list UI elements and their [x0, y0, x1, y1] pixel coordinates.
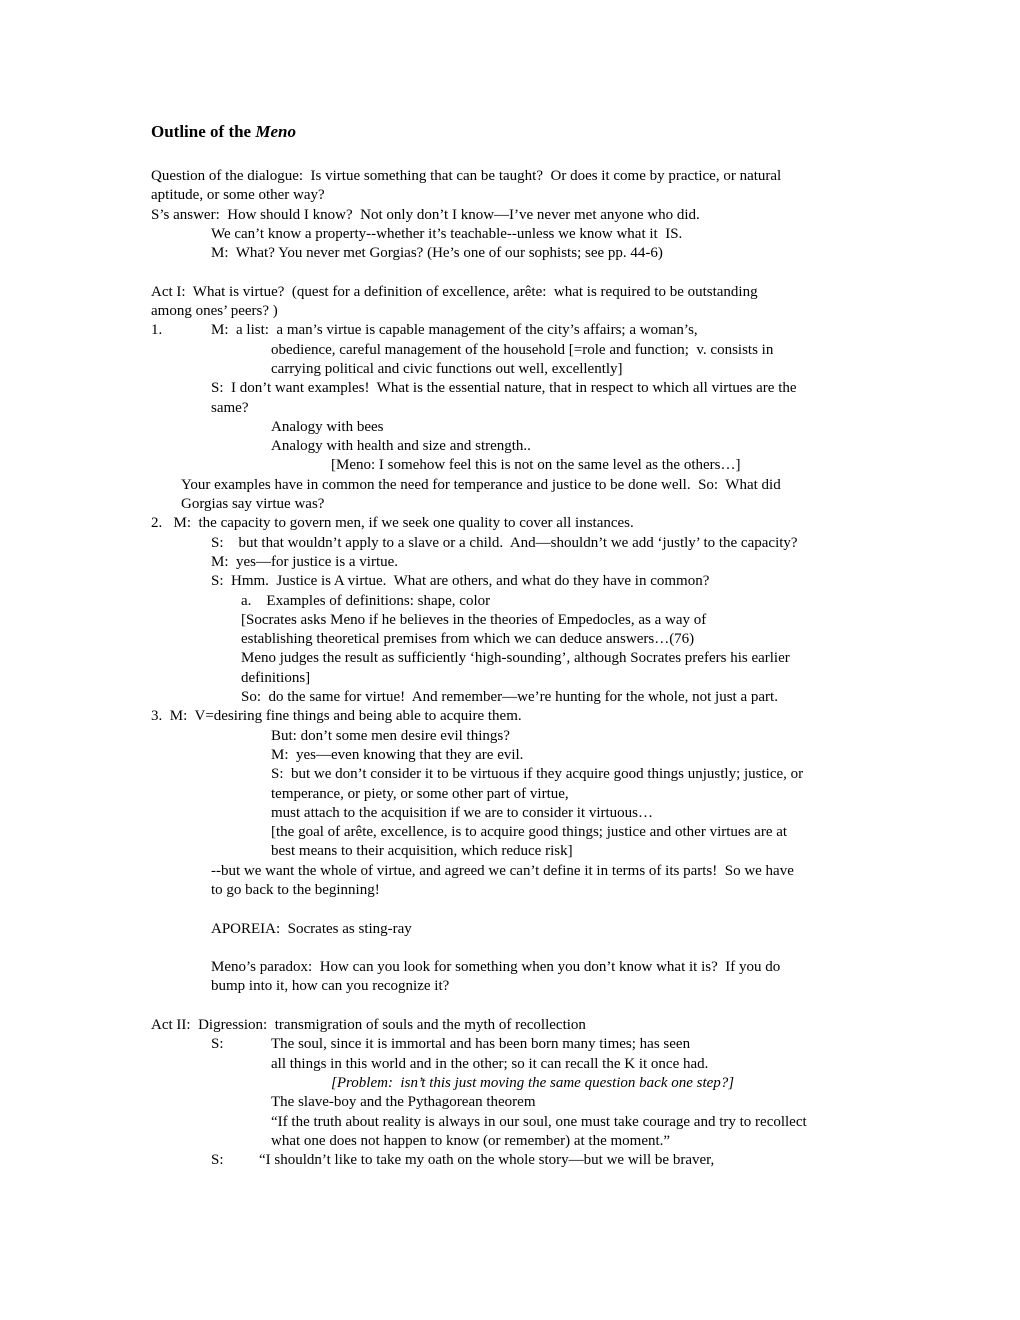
text-segment: M: yes—even knowing that they are evil. — [271, 746, 524, 763]
text-segment: Question of the dialogue: Is virtue something that can be taught? Or does it come by practice, or natural — [151, 168, 782, 184]
text-line — [151, 707, 911, 726]
text-line — [151, 302, 911, 321]
text-segment: We can’t know a property--whether it’s teachable--unless we know what it IS. — [211, 225, 683, 242]
blank-line — [151, 939, 911, 958]
text-line — [151, 920, 911, 939]
text-segment: definitions] — [241, 669, 311, 686]
text-segment: temperance, or piety, or some other part of virtue, — [271, 785, 569, 802]
text-segment: APOREIA: Socrates as sting-ray — [211, 920, 412, 937]
blank-line — [151, 263, 911, 282]
text-line — [151, 669, 911, 688]
text-segment: all things in this world and in the other; so it can recall the K it once had. — [271, 1055, 709, 1072]
text-line — [151, 456, 911, 475]
document-title-prefix: Outline of the — [151, 122, 256, 141]
text-segment: 1. — [151, 322, 163, 339]
text-line — [151, 437, 911, 456]
text-line — [151, 283, 911, 302]
text-segment: The soul, since it is immortal and has been born many times; has seen — [271, 1036, 691, 1053]
text-segment: Act I: What is virtue? (quest for a definition of excellence, arête: what is required to be outstanding — [151, 283, 758, 300]
text-line — [151, 1074, 911, 1093]
text-segment: S: — [211, 1152, 224, 1169]
text-segment: Analogy with bees — [271, 418, 384, 435]
text-line — [151, 823, 911, 842]
text-segment: 3. M: V=desiring fine things and being able to acquire them. — [151, 708, 522, 725]
text-line — [151, 688, 911, 707]
text-line — [151, 186, 911, 205]
text-segment: best means to their acquisition, which reduce risk] — [271, 843, 573, 860]
text-line — [151, 418, 911, 437]
text-segment: “If the truth about reality is always in our soul, one must take courage and try to recollect — [271, 1113, 807, 1130]
text-line — [151, 727, 911, 746]
text-segment: S’s answer: How should I know? Not only don’t I know—I’ve never met anyone who did. — [151, 206, 700, 223]
text-line — [151, 360, 911, 379]
text-segment: to go back to the beginning! — [211, 881, 380, 898]
text-segment: 2. M: the capacity to govern men, if we seek one quality to cover all instances. — [151, 515, 634, 532]
text-line — [151, 804, 911, 823]
text-line — [151, 476, 911, 495]
text-line — [151, 167, 911, 186]
text-segment: a. Examples of definitions: shape, color — [241, 592, 491, 609]
text-line — [151, 1055, 911, 1074]
text-line — [151, 765, 911, 784]
text-segment: carrying political and civic functions out well, excellently] — [271, 360, 623, 377]
text-line — [151, 958, 911, 977]
text-segment: S: Hmm. Justice is A virtue. What are others, and what do they have in common? — [211, 573, 710, 590]
text-line — [151, 341, 911, 360]
text-segment: bump into it, how can you recognize it? — [211, 978, 450, 995]
text-segment: Meno judges the result as sufficiently ‘high-sounding’, although Socrates prefers his earlier — [241, 650, 790, 667]
text-segment: The slave-boy and the Pythagorean theorem — [271, 1094, 536, 1111]
text-line — [151, 592, 911, 611]
text-line — [151, 1113, 911, 1132]
text-line — [151, 630, 911, 649]
text-line — [151, 534, 911, 553]
text-segment: M: a list: a man’s virtue is capable management of the city’s affairs; a woman’s, — [211, 322, 698, 339]
text-line — [151, 572, 911, 591]
text-line — [151, 553, 911, 572]
text-line — [151, 1151, 911, 1170]
text-segment: M: yes—for justice is a virtue. — [211, 553, 399, 570]
text-line — [151, 379, 911, 398]
text-segment: among ones’ peers? ) — [151, 303, 278, 320]
text-line — [151, 977, 911, 996]
text-segment: Gorgias say virtue was? — [181, 496, 325, 513]
text-segment: S: but we don’t consider it to be virtuous if they acquire good things unjustly; justice, or — [271, 766, 804, 783]
text-line — [151, 495, 911, 514]
text-segment: Your examples have in common the need for temperance and justice to be done well. So: What did — [181, 476, 781, 493]
text-segment: “I shouldn’t like to take my oath on the whole story—but we will be braver, — [259, 1152, 715, 1169]
text-line — [151, 842, 911, 861]
text-segment: same? — [211, 399, 249, 416]
text-line — [151, 746, 911, 765]
text-segment: S: but that wouldn’t apply to a slave or a child. And—shouldn’t we add ‘justly’ to the capacity? — [211, 534, 798, 551]
text-segment: M: What? You never met Gorgias? (He’s one of our sophists; see pp. 44-6) — [211, 245, 663, 262]
text-segment: S: I don’t want examples! What is the essential nature, that in respect to which all virtues are the — [211, 380, 797, 397]
text-line — [151, 611, 911, 630]
text-segment: Act II: Digression: transmigration of souls and the myth of recollection — [151, 1017, 586, 1034]
text-line — [151, 399, 911, 418]
text-segment: [the goal of arête, excellence, is to acquire good things; justice and other virtues are at — [271, 824, 788, 841]
document-title — [151, 122, 296, 142]
text-line — [151, 1093, 911, 1112]
text-segment: obedience, careful management of the household [=role and function; v. consists in — [271, 341, 774, 358]
text-segment: [Meno: I somehow feel this is not on the same level as the others…] — [331, 457, 741, 474]
text-line — [151, 1016, 911, 1035]
text-line — [151, 1035, 911, 1054]
text-line — [151, 321, 911, 340]
text-segment: --but we want the whole of virtue, and agreed we can’t define it in terms of its parts! So we have — [211, 862, 794, 879]
text-line — [151, 244, 911, 263]
text-segment: Analogy with health and size and strength.. — [271, 438, 531, 455]
text-line — [151, 649, 911, 668]
text-line — [151, 881, 911, 900]
text-line — [151, 1132, 911, 1151]
text-line — [151, 225, 911, 244]
text-segment: But: don’t some men desire evil things? — [271, 727, 510, 744]
text-line — [151, 206, 911, 225]
text-segment: So: do the same for virtue! And remember—we’re hunting for the whole, not just a part. — [241, 689, 778, 706]
text-line — [151, 514, 911, 533]
document-body — [151, 167, 911, 1170]
text-segment: Meno’s paradox: How can you look for something when you don’t know what it is? If you do — [211, 959, 781, 976]
text-segment: aptitude, or some other way? — [151, 187, 325, 204]
text-segment: what one does not happen to know (or remember) at the moment.” — [271, 1132, 671, 1149]
text-line — [151, 862, 911, 881]
text-line — [151, 785, 911, 804]
text-segment: [Problem: isn’t this just moving the same question back one step?] — [331, 1074, 735, 1091]
text-segment: must attach to the acquisition if we are to consider it virtuous… — [271, 804, 653, 821]
blank-line — [151, 997, 911, 1016]
blank-line — [151, 900, 911, 919]
document-title-emphasis: Meno — [255, 122, 296, 141]
text-segment: S: — [211, 1036, 224, 1053]
text-segment: [Socrates asks Meno if he believes in the theories of Empedocles, as a way of — [241, 611, 707, 628]
text-segment: establishing theoretical premises from which we can deduce answers…(76) — [241, 631, 695, 648]
